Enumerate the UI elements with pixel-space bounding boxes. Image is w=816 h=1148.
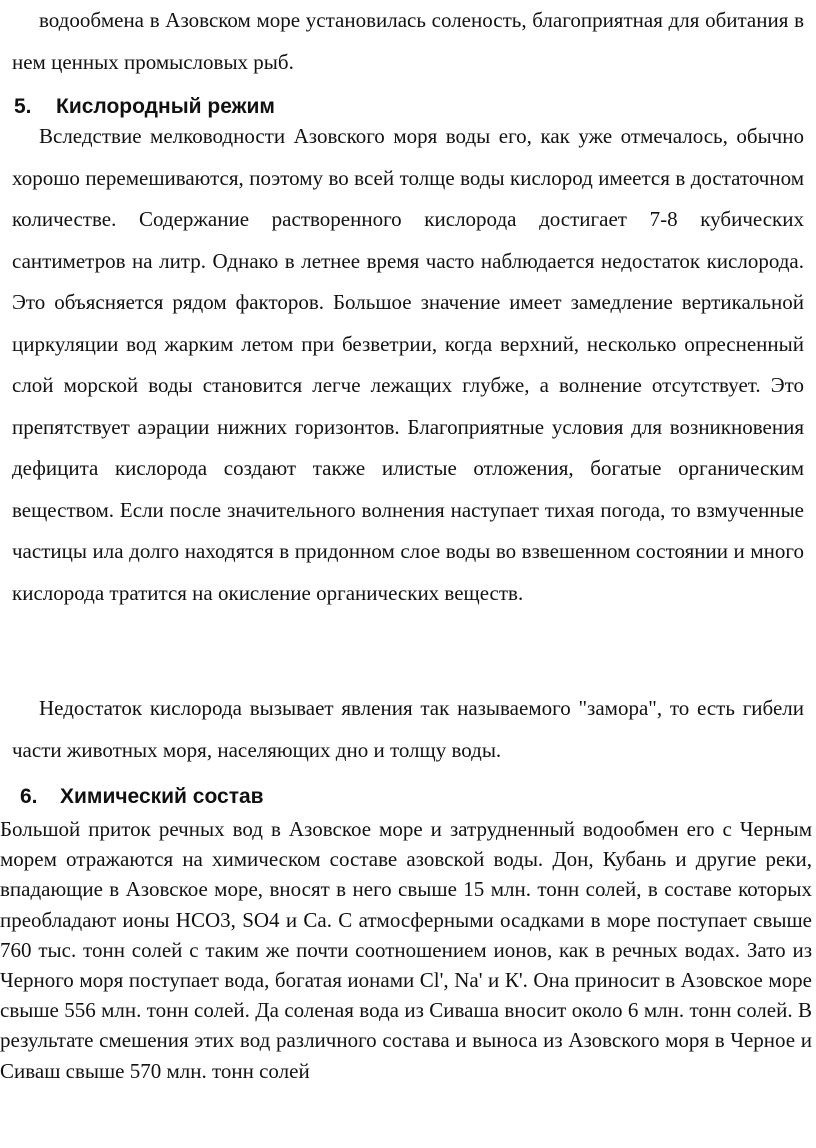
section-5-number: 5. <box>14 95 32 118</box>
chemistry-paragraph: Большой приток речных вод в Азовское море и затрудненный водообмен его с Черным морем отражаются на химическом составе азовской воды. Дон, Кубань и другие реки, впадающие в Азовское море, вносят в него свыше 15 млн. тонн солей, в составе которых преобладают ионы НСО3, SO4 и Са. С атмосферными осадками в море поступает свыше 760 тыс. тонн солей с таким же почти соотношением ионов, как в речных водах. Зато из Черного моря поступает вода, богатая ионами Cl', Na' и К'. Она приносит в Азовское море свыше 556 млн. тонн солей. Да соленая вода из Сиваша вносит около 6 млн. тонн солей. В результате смешения этих вод различного состава и выноса из Азовского моря в Черное и Сиваш свыше 570 млн. тонн солей <box>0 817 812 1083</box>
section-6-number: 6. <box>20 785 38 808</box>
oxygen-paragraph-2: Недостаток кислорода вызывает явления так называемого "замора", то есть гибели части животных моря, населяющих дно и толщу воды. <box>12 696 804 762</box>
section-5-title: Кислородный режим <box>56 95 275 118</box>
oxygen-paragraph-1: Вследствие мелководности Азовского моря воды его, как уже отмечалось, обычно хорошо перемешиваются, поэтому во всей толще воды кислород имеется в достаточном количестве. Содержание растворенного кислорода достигает 7-8 кубических сантиметров на литр. Однако в летнее время часто наблюдается недостаток кислорода. Это объясняется рядом факторов. Большое значение имеет замедление вертикальной циркуляции вод жарким летом при безветрии, когда верхний, несколько опресненный слой морской воды становится легче лежащих глубже, а волнение отсутствует. Это препятствует аэрации нижних горизонтов. Благоприятные условия для возникновения дефицита кислорода создают также илистые отложения, богатые органическим веществом. Если после значительного волнения наступает тихая погода, то взмученные частицы ила долго находятся в придонном слое воды во взвешенном состоянии и много кислорода тратится на окисление органических веществ. <box>12 124 804 605</box>
intro-end-paragraph: водообмена в Азовском море установилась соленость, благоприятная для обитания в нем ценных промысловых рыб. <box>12 8 804 74</box>
section-6-title: Химический состав <box>60 785 264 808</box>
section-6-heading <box>20 782 264 812</box>
